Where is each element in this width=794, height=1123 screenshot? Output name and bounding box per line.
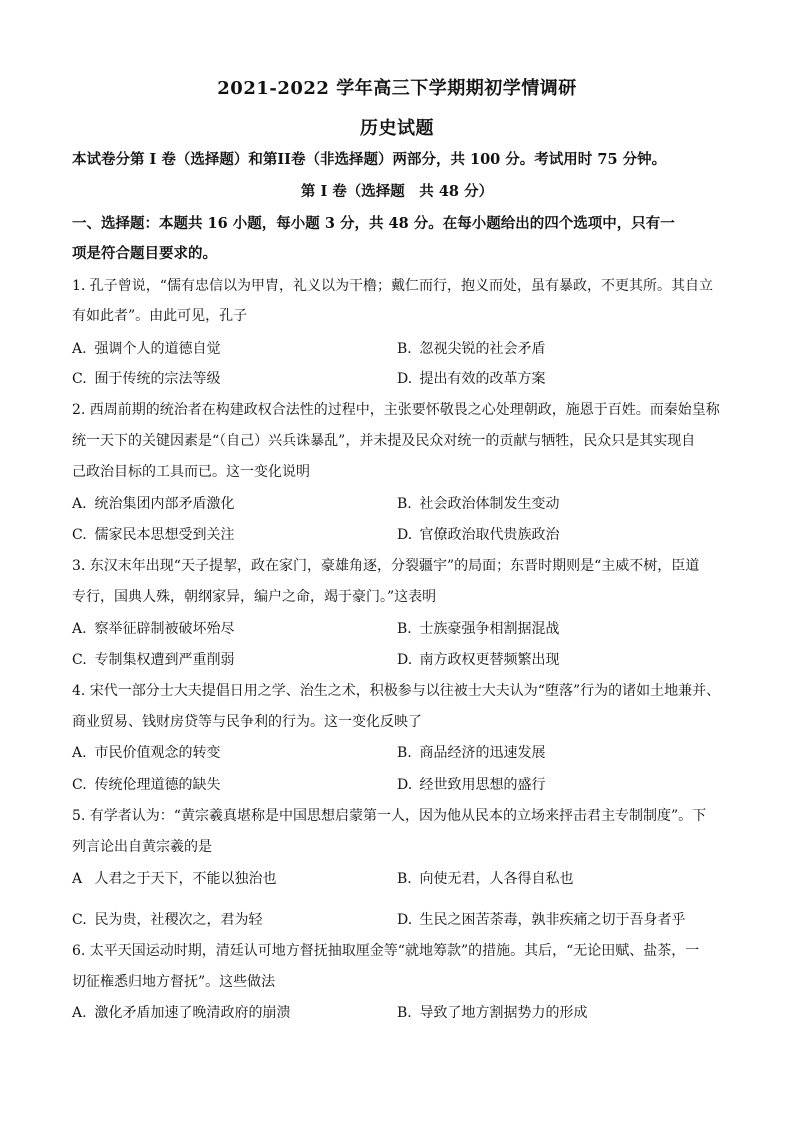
option-letter: D.: [397, 777, 413, 793]
question-3-option-b: [397, 619, 559, 639]
option-letter: B.: [397, 621, 412, 637]
option-text: 民为贵，社稷次之，君为轻: [94, 912, 263, 928]
option-text: 导致了地方割据势力的形成: [419, 1005, 588, 1021]
question-1-option-d: [397, 369, 545, 389]
question-1-option-a: [72, 339, 220, 359]
option-letter: A.: [72, 341, 87, 357]
option-text: 人君之于天下，不能以独治也: [94, 871, 277, 887]
question-4-option-c: [72, 775, 220, 795]
question-2-line-3: 己政治目标的工具而已。这一变化说明: [72, 464, 310, 480]
option-text: 市民价值观念的转变: [94, 745, 221, 761]
option-letter: C.: [72, 777, 87, 793]
question-3-option-a: [72, 619, 234, 639]
section-title: 第 I 卷（选择题 共 48 分）: [300, 183, 494, 200]
option-letter: B.: [397, 745, 412, 761]
option-letter: A.: [72, 745, 87, 761]
option-text: 强调个人的道德自觉: [94, 341, 221, 357]
option-letter: C.: [72, 652, 87, 668]
option-text: 提出有效的改革方案: [419, 371, 546, 387]
option-letter: B.: [397, 871, 412, 887]
question-4-option-b: [397, 743, 545, 763]
option-text: 专制集权遭到严重削弱: [94, 652, 235, 668]
option-letter: B.: [397, 496, 412, 512]
question-3-option-c: [72, 650, 234, 670]
question-6-line-2: 切征権悉归地方督抚”。这些做法: [72, 974, 276, 990]
question-1-line-2: 有如此者”。由此可见，孔子: [72, 308, 248, 324]
option-text: 儒家民本思想受到关注: [94, 527, 235, 543]
option-letter: D.: [397, 371, 413, 387]
question-3-line-2: 专行，国典人殊，朝纲家异，编户之命，竭于豪门。”这表明: [72, 589, 437, 605]
option-letter: C.: [72, 371, 87, 387]
exam-intro: 本试卷分第 I 卷（选择题）和第II卷（非选择题）两部分，共 100 分。考试用时 75 分钟。: [72, 151, 667, 168]
option-text: 察举征辟制被破坏殆尽: [94, 621, 235, 637]
option-text: 向使无君，人各得自私也: [419, 871, 574, 887]
option-letter: D.: [397, 527, 413, 543]
option-text: 生民之困苦荼毒，孰非疾痛之切于吾身者乎: [419, 912, 686, 928]
question-5-option-d: [397, 910, 685, 930]
option-text: 统治集团内部矛盾激化: [94, 496, 235, 512]
question-2-option-c: [72, 525, 234, 545]
question-2-option-a: [72, 494, 234, 514]
option-text: 南方政权更替频繁出现: [419, 652, 560, 668]
question-2-option-b: [397, 494, 559, 514]
question-3-option-d: [397, 650, 559, 670]
option-letter: A.: [72, 1005, 87, 1021]
option-text: 传统伦理道德的缺失: [94, 777, 221, 793]
option-letter: B.: [397, 341, 412, 357]
option-text: 官僚政治取代贵族政治: [419, 527, 560, 543]
question-2-line-2: 统一天下的关键因素是“（自己）兴兵诛暴乱”，并未提及民众对统一的贡献与牺牲，民众只是其实现自: [72, 433, 696, 449]
option-letter: D.: [397, 912, 413, 928]
instruction-line-1: 一、选择题：本题共 16 小题，每小题 3 分，共 48 分。在每小题给出的四个选项中，只有一: [72, 215, 675, 232]
option-letter: A.: [72, 496, 87, 512]
option-letter: C.: [72, 912, 87, 928]
option-text: 商品经济的迅速发展: [419, 745, 546, 761]
option-text: 忽视尖锐的社会矛盾: [419, 341, 546, 357]
question-1-option-b: [397, 339, 545, 359]
question-1-line-1: 1. 孔子曾说，“儒有忠信以为甲胄，礼义以为干橹；戴仁而行，抱义而处，虽有暴政，不更其所。其自立: [72, 278, 713, 294]
option-text: 囿于传统的宗法等级: [94, 371, 221, 387]
option-text: 激化矛盾加速了晚清政府的崩溃: [94, 1005, 291, 1021]
question-3-line-1: 3. 东汉末年出现“天子提挈，政在家门，豪雄角逐，分裂疆宇”的局面；东晋时期则是“主威不树，臣道: [72, 558, 700, 574]
exam-subtitle: 历史试题: [360, 118, 434, 139]
exam-title: 2021-2022 学年高三下学期期初学情调研: [217, 78, 577, 99]
question-5-option-a: [72, 869, 276, 889]
option-letter: C.: [72, 527, 87, 543]
question-5-option-c: [72, 910, 262, 930]
option-letter: A.: [72, 621, 87, 637]
option-letter: B.: [397, 1005, 412, 1021]
option-text: 社会政治体制发生变动: [419, 496, 560, 512]
question-5-line-1: 5. 有学者认为：“黄宗羲真堪称是中国思想启蒙第一人，因为他从民本的立场来抨击君主专制制度”。下: [72, 808, 707, 824]
question-4-option-a: [72, 743, 220, 763]
question-4-option-d: [397, 775, 545, 795]
question-6-option-b: [397, 1003, 587, 1023]
option-text: 经世致用思想的盛行: [419, 777, 546, 793]
option-text: 士族豪强争相割据混战: [419, 621, 560, 637]
option-letter: A: [72, 871, 83, 887]
option-letter: D.: [397, 652, 413, 668]
question-5-line-2: 列言论出自黄宗羲的是: [72, 839, 212, 855]
question-4-line-2: 商业贸易、钱财房贷等与民争利的行为。这一变化反映了: [72, 714, 422, 730]
question-1-option-c: [72, 369, 220, 389]
question-5-option-b: [397, 869, 573, 889]
question-4-line-1: 4. 宋代一部分士大夫提倡日用之学、治生之术，积极参与以往被士大夫认为“堕落”行为的诸如土地兼并、: [72, 683, 721, 699]
question-2-line-1: 2. 西周前期的统治者在构建政权合法性的过程中，主张要怀敬畏之心处理朝政，施恩于百姓。而秦始皇称: [72, 402, 720, 418]
question-2-option-d: [397, 525, 559, 545]
question-6-line-1: 6. 太平天国运动时期，清廷认可地方督抚抽取厘金等“就地筹款”的措施。其后，“无论田赋、盐茶，一: [72, 943, 700, 959]
question-6-option-a: [72, 1003, 290, 1023]
instruction-line-2: 项是符合题目要求的。: [72, 245, 217, 262]
